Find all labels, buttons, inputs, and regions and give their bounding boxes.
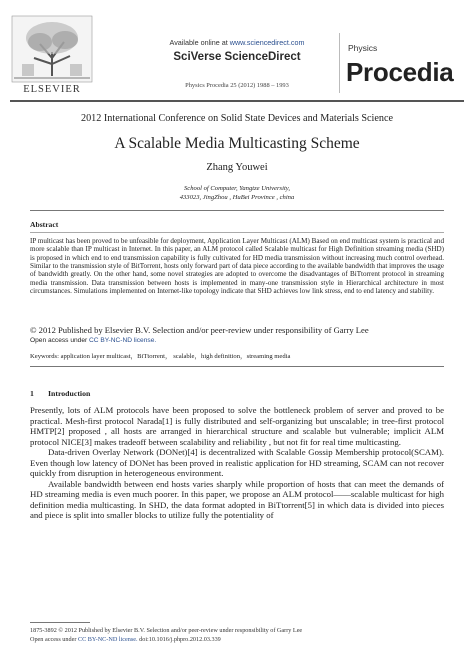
paper-title: A Scalable Media Multicasting Scheme (114, 135, 360, 152)
available-prefix: Available online at (169, 38, 230, 47)
journal-reference: Physics Procedia 25 (2012) 1988 – 1993 (185, 82, 289, 89)
section-number: 1 (30, 389, 34, 398)
abstract-heading: Abstract (30, 220, 59, 229)
footer-doi-line (30, 636, 221, 643)
publisher-name: ELSEVIER (23, 84, 81, 95)
platform-name: SciVerse ScienceDirect (173, 51, 301, 63)
section-body (30, 405, 444, 521)
footer-license-link[interactable]: CC BY-NC-ND license. (77, 636, 138, 643)
copyright-line: © 2012 Published by Elsevier B.V. Selection and/or peer-review under responsibility of Garry Lee (30, 325, 369, 335)
abstract-heading-rule (30, 232, 444, 233)
author-name: Zhang Youwei (206, 162, 268, 173)
abstract-top-rule (30, 210, 444, 211)
paragraph: Available bandwidth between end hosts varies sharply while proportion of hosts that can meet the demands of HD streaming media is even much poorer. In this paper, we propose an ALM protocol——scalable multicast for high definition media multicasting. In SHD, the data format adopted in BiTtorrent[5] in which data is divided into pieces and piece is split into smaller blocks to utilize fully the potentiality of (30, 478, 444, 520)
section-title: Introduction (48, 389, 91, 398)
license-link[interactable]: CC BY-NC-ND license. (89, 337, 157, 344)
footer-rule (30, 622, 90, 623)
footer-doi: doi:10.1016/j.phpro.2012.03.339 (137, 636, 221, 643)
journal-name: Procedia (346, 57, 454, 87)
journal-logo (339, 33, 456, 93)
footer-issn-line: 1875-3892 © 2012 Published by Elsevier B.V. Selection and/or peer-review under responsibility of Garry Lee (30, 627, 303, 634)
conference-name: 2012 International Conference on Solid State Devices and Materials Science (80, 113, 394, 124)
paragraph: Presently, lots of ALM protocols have been proposed to solve the bottleneck problem of server and proved to be practical. Mesh-first protocol Narada[1] is fully distributed and self-organizing but unscalable; in tree-first protocol HMTP[2] proposed , all hosts are arranged in hierarchical structure and scalable but vulnerable; implicit ALM protocol NICE[3] makes tradeoff between scalability and reliability , but not fit for real time multicasting. (30, 405, 444, 447)
footer-open-access-prefix: Open access under (30, 636, 78, 643)
open-access-line (30, 337, 156, 344)
journal-series: Physics (348, 43, 378, 53)
abstract-text: IP multicast has been proved to be unfeasible for deployment, Application Layer Multicast (ALM) Based on end multicast system is practical and more scalable than IP multicast in Internet. In this paper, an ALM protocol called Scalable multicast for High Definition streaming media (SHD) is proposed in which end to end transmission capability is fully cultivated for HD media transmission without increasing much control overhead. Similar to the transmission style of BitTorrent, hosts only forward part of data piece according to the available bandwidth that improves the usage of bandwidth greatly. On the other hand, some novel strategies are adopted to overcome the disadvantages of BiTtorrent protocol in streaming media transmission. Data transmission between hosts is implemented in many-one transmission style in Hierarchical architecture in most circumstances. Simulations implemented on Internet-like topology indicate that SHD achieves low link stress, end to end latency and stability. (30, 237, 444, 296)
paragraph: Data-driven Overlay Network (DONet)[4] is decentralized with Scalable Gossip Membership protocol(SCAM). Even though low latency of DONet has been proved in realistic application for HD streaming, SCAM can not recover quickly from disruption in heterogeneous environment. (30, 447, 444, 478)
header-divider (10, 100, 464, 102)
affiliation-line-1: School of Computer, Yangtze University, (184, 185, 290, 192)
keywords: Keywords: application layer multicast，BiTtorrent， scalable，high definition，streaming media (30, 353, 291, 360)
abstract-bottom-rule (30, 366, 444, 367)
affiliation-line-2: 433023, JingZhou , HuBei Province , china (179, 194, 295, 201)
sciencedirect-link[interactable]: www.sciencedirect.com (229, 38, 305, 47)
open-access-prefix: Open access under (30, 337, 90, 344)
